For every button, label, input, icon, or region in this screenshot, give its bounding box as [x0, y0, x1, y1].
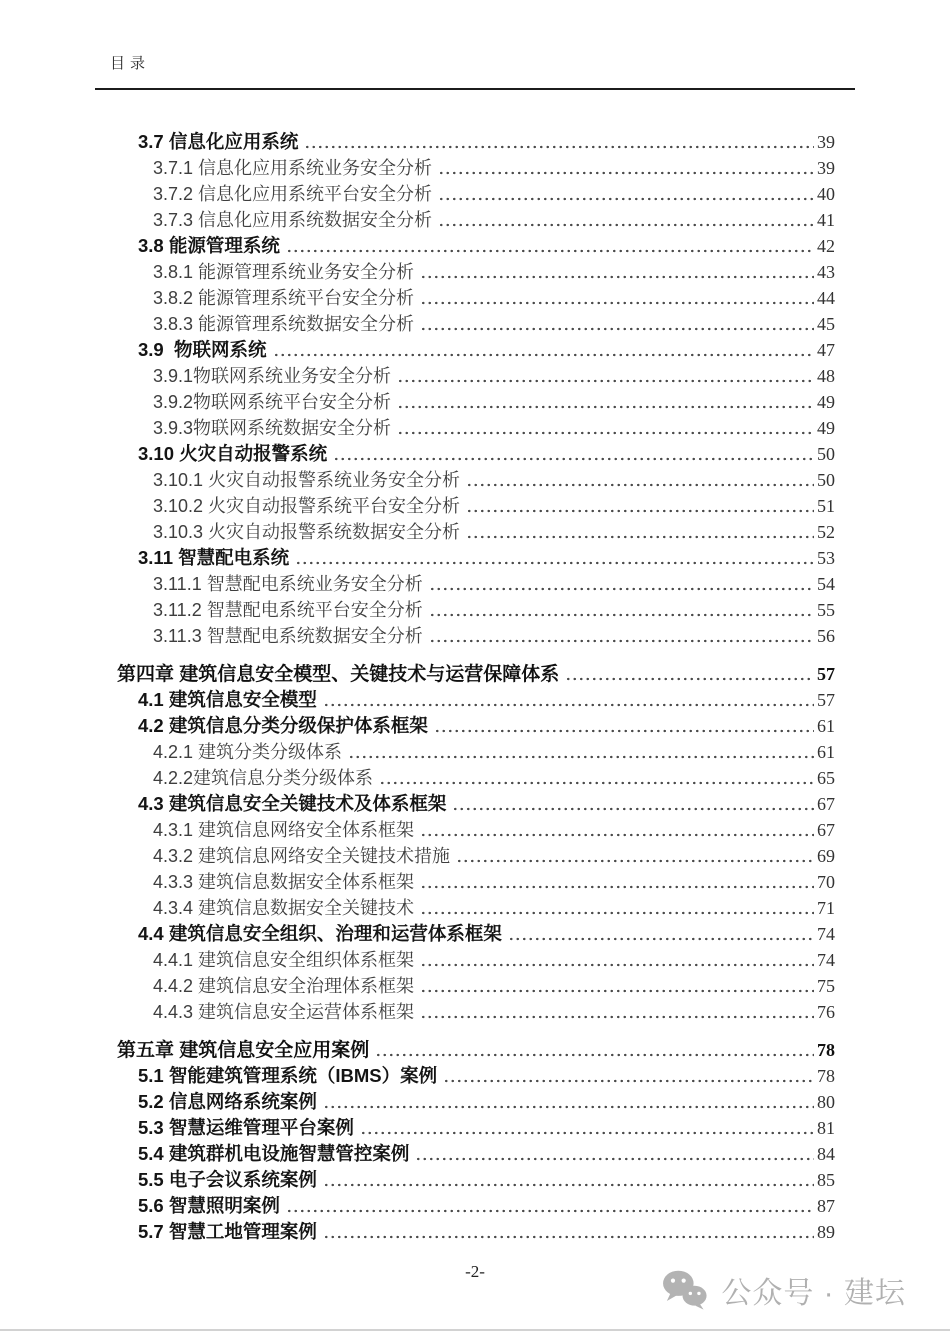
- toc-entry-page: 44: [817, 288, 835, 308]
- toc-entry-page: 80: [817, 1092, 835, 1112]
- dot-leader: [286, 1208, 814, 1214]
- toc-entry-label: 3.8.1 能源管理系统业务安全分析: [153, 262, 415, 282]
- toc-entry-page: 42: [817, 236, 835, 256]
- toc-entry-label: 3.9 物联网系统: [138, 339, 267, 360]
- toc-entry: [95, 1064, 835, 1090]
- toc-entry-label: 3.8 能源管理系统: [138, 235, 280, 256]
- toc-list: [95, 130, 835, 1246]
- toc-entry-label: 4.3.1 建筑信息网络安全体系框架: [153, 820, 415, 840]
- toc-entry-page: 61: [817, 716, 835, 736]
- dot-leader: [333, 456, 814, 462]
- toc-entry: [95, 844, 835, 870]
- toc-entry: [95, 312, 835, 338]
- dot-leader: [443, 1078, 814, 1084]
- dot-leader: [434, 728, 814, 734]
- dot-leader: [429, 638, 814, 644]
- toc-entry-page: 39: [817, 132, 835, 152]
- toc-entry-label: 3.7.2 信息化应用系统平台安全分析: [153, 184, 433, 204]
- dot-leader: [508, 936, 814, 942]
- toc-entry-label: 3.7.1 信息化应用系统业务安全分析: [153, 158, 433, 178]
- toc-entry-page: 39: [817, 158, 835, 178]
- toc-entry-page: 49: [817, 392, 835, 412]
- toc-entry: [95, 662, 835, 688]
- toc-entry: [95, 130, 835, 156]
- toc-entry-label: 3.9.1物联网系统业务安全分析: [153, 366, 392, 386]
- toc-entry-label: 3.10.2 火灾自动报警系统平台安全分析: [153, 496, 461, 516]
- dot-leader: [420, 988, 814, 994]
- toc-entry: [95, 948, 835, 974]
- dot-leader: [323, 702, 814, 708]
- toc-entry-label: 3.10 火灾自动报警系统: [138, 443, 328, 464]
- toc-entry: [95, 1220, 835, 1246]
- dot-leader: [295, 560, 814, 566]
- toc-entry-label: 5.7 智慧工地管理案例: [138, 1221, 317, 1242]
- toc-entry: [95, 182, 835, 208]
- toc-entry-page: 50: [817, 470, 835, 490]
- toc-entry-label: 4.3.3 建筑信息数据安全体系框架: [153, 872, 415, 892]
- toc-entry: [95, 494, 835, 520]
- toc-entry: [95, 1000, 835, 1026]
- toc-entry: [95, 208, 835, 234]
- toc-entry-page: 43: [817, 262, 835, 282]
- toc-entry: [95, 974, 835, 1000]
- dot-leader: [415, 1156, 814, 1162]
- toc-entry: [95, 442, 835, 468]
- toc-entry-page: 74: [817, 924, 835, 944]
- dot-leader: [375, 1052, 814, 1058]
- page-header-title: 目录: [110, 56, 151, 72]
- toc-entry: [95, 1116, 835, 1142]
- header-rule: [95, 88, 855, 90]
- toc-entry: [95, 1168, 835, 1194]
- toc-entry: [95, 1142, 835, 1168]
- toc-entry-label: 第四章 建筑信息安全模型、关键技术与运营保障体系: [117, 664, 560, 685]
- dot-leader: [429, 612, 814, 618]
- toc-entry-label: 3.8.2 能源管理系统平台安全分析: [153, 288, 415, 308]
- dot-leader: [397, 378, 814, 384]
- toc-entry-page: 61: [817, 742, 835, 762]
- toc-entry-page: 57: [817, 664, 835, 684]
- dot-leader: [438, 170, 814, 176]
- toc-entry-page: 75: [817, 976, 835, 996]
- toc-entry-label: 3.11 智慧配电系统: [138, 547, 290, 568]
- dot-leader: [452, 806, 814, 812]
- dot-leader: [420, 326, 814, 332]
- toc-entry-page: 54: [817, 574, 835, 594]
- toc-entry-label: 第五章 建筑信息安全应用案例: [117, 1040, 370, 1061]
- toc-entry-label: 3.11.3 智慧配电系统数据安全分析: [153, 626, 423, 646]
- toc-entry-page: 67: [817, 794, 835, 814]
- dot-leader: [420, 962, 814, 968]
- toc-entry-page: 70: [817, 872, 835, 892]
- toc-entry-page: 81: [817, 1118, 835, 1138]
- toc-entry-page: 76: [817, 1002, 835, 1022]
- toc-entry-label: 3.8.3 能源管理系统数据安全分析: [153, 314, 415, 334]
- toc-entry-page: 48: [817, 366, 835, 386]
- toc-entry-label: 3.9.2物联网系统平台安全分析: [153, 392, 392, 412]
- toc-entry-page: 89: [817, 1222, 835, 1242]
- toc-entry: [95, 688, 835, 714]
- toc-entry-label: 4.1 建筑信息安全模型: [138, 689, 317, 710]
- dot-leader: [379, 780, 814, 786]
- toc-entry-label: 5.2 信息网络系统案例: [138, 1091, 317, 1112]
- toc-entry: [95, 766, 835, 792]
- toc-entry: [95, 364, 835, 390]
- toc-entry-label: 3.11.2 智慧配电系统平台安全分析: [153, 600, 423, 620]
- toc-entry: [95, 896, 835, 922]
- toc-entry: [95, 234, 835, 260]
- dot-leader: [456, 858, 814, 864]
- dot-leader: [304, 144, 814, 150]
- toc-entry: [95, 740, 835, 766]
- toc-entry-label: 3.7.3 信息化应用系统数据安全分析: [153, 210, 433, 230]
- toc-entry: [95, 818, 835, 844]
- dot-leader: [466, 534, 814, 540]
- toc-entry-label: 4.4.1 建筑信息安全组织体系框架: [153, 950, 415, 970]
- toc-entry-label: 4.2.1 建筑分类分级体系: [153, 742, 343, 762]
- toc-entry: [95, 1038, 835, 1064]
- toc-entry: [95, 156, 835, 182]
- toc-entry-page: 69: [817, 846, 835, 866]
- toc-entry: [95, 520, 835, 546]
- toc-entry-page: 51: [817, 496, 835, 516]
- dot-leader: [420, 884, 814, 890]
- dot-leader: [420, 300, 814, 306]
- toc-entry-page: 57: [817, 690, 835, 710]
- toc-entry: [95, 922, 835, 948]
- toc-entry: [95, 286, 835, 312]
- toc-entry-label: 3.9.3物联网系统数据安全分析: [153, 418, 392, 438]
- toc-entry: [95, 572, 835, 598]
- toc-entry-page: 71: [817, 898, 835, 918]
- toc-entry-label: 4.3.4 建筑信息数据安全关键技术: [153, 898, 415, 918]
- toc-entry-page: 85: [817, 1170, 835, 1190]
- toc-entry: [95, 624, 835, 650]
- toc-entry-label: 3.10.3 火灾自动报警系统数据安全分析: [153, 522, 461, 542]
- toc-entry: [95, 546, 835, 572]
- toc-entry-page: 78: [817, 1066, 835, 1086]
- toc-entry: [95, 1090, 835, 1116]
- toc-entry-label: 3.11.1 智慧配电系统业务安全分析: [153, 574, 423, 594]
- toc-entry-page: 45: [817, 314, 835, 334]
- toc-entry-page: 87: [817, 1196, 835, 1216]
- dot-leader: [273, 352, 815, 358]
- dot-leader: [323, 1234, 814, 1240]
- dot-leader: [397, 404, 814, 410]
- toc-entry-page: 52: [817, 522, 835, 542]
- toc-entry-page: 50: [817, 444, 835, 464]
- toc-entry-label: 4.2 建筑信息分类分级保护体系框架: [138, 715, 428, 736]
- dot-leader: [420, 1014, 814, 1020]
- toc-entry-label: 4.4.3 建筑信息安全运营体系框架: [153, 1002, 415, 1022]
- toc-entry-page: 53: [817, 548, 835, 568]
- dot-leader: [565, 676, 814, 682]
- toc-entry-label: 5.4 建筑群机电设施智慧管控案例: [138, 1143, 410, 1164]
- toc-entry-page: 65: [817, 768, 835, 788]
- watermark: [662, 1268, 906, 1312]
- toc-entry: [95, 390, 835, 416]
- dot-leader: [360, 1130, 814, 1136]
- toc-entry-page: 67: [817, 820, 835, 840]
- toc-entry-label: 5.3 智慧运维管理平台案例: [138, 1117, 354, 1138]
- dot-leader: [438, 222, 814, 228]
- toc-entry-page: 74: [817, 950, 835, 970]
- dot-leader: [286, 248, 814, 254]
- toc-entry-label: 5.6 智慧照明案例: [138, 1195, 280, 1216]
- toc-entry: [95, 416, 835, 442]
- dot-leader: [323, 1182, 814, 1188]
- toc-entry-label: 3.10.1 火灾自动报警系统业务安全分析: [153, 470, 461, 490]
- toc-entry-page: 84: [817, 1144, 835, 1164]
- toc-entry: [95, 714, 835, 740]
- toc-entry-label: 4.3.2 建筑信息网络安全关键技术措施: [153, 846, 451, 866]
- toc-entry-page: 47: [817, 340, 835, 360]
- toc-entry-page: 40: [817, 184, 835, 204]
- footer-page-number: -2-: [465, 1262, 485, 1281]
- dot-leader: [323, 1104, 814, 1110]
- toc-entry: [95, 870, 835, 896]
- dot-leader: [420, 910, 814, 916]
- toc-entry-label: 5.1 智能建筑管理系统（IBMS）案例: [138, 1065, 438, 1086]
- toc-entry: [95, 468, 835, 494]
- toc-entry: [95, 338, 835, 364]
- toc-entry-page: 78: [817, 1040, 835, 1060]
- dot-leader: [466, 482, 814, 488]
- toc-entry-page: 41: [817, 210, 835, 230]
- toc-entry-page: 56: [817, 626, 835, 646]
- toc-entry: [95, 260, 835, 286]
- toc-entry-label: 4.4.2 建筑信息安全治理体系框架: [153, 976, 415, 996]
- toc-entry-label: 4.3 建筑信息安全关键技术及体系框架: [138, 793, 447, 814]
- toc-entry-label: 5.5 电子会议系统案例: [138, 1169, 317, 1190]
- toc-entry-page: 55: [817, 600, 835, 620]
- toc-entry: [95, 598, 835, 624]
- dot-leader: [438, 196, 814, 202]
- toc-entry-page: 49: [817, 418, 835, 438]
- toc-entry: [95, 1194, 835, 1220]
- toc-entry-label: 4.2.2建筑信息分类分级体系: [153, 768, 374, 788]
- dot-leader: [466, 508, 814, 514]
- toc-entry: [95, 792, 835, 818]
- dot-leader: [429, 586, 814, 592]
- dot-leader: [420, 832, 814, 838]
- toc-entry-label: 3.7 信息化应用系统: [138, 131, 299, 152]
- dot-leader: [420, 274, 814, 280]
- toc-entry-label: 4.4 建筑信息安全组织、治理和运营体系框架: [138, 923, 502, 944]
- watermark-text: 公众号 · 建坛: [721, 1277, 906, 1310]
- wechat-icon: [662, 1269, 708, 1311]
- dot-leader: [397, 430, 814, 436]
- dot-leader: [348, 754, 814, 760]
- page-bottom-edge: [0, 1329, 950, 1331]
